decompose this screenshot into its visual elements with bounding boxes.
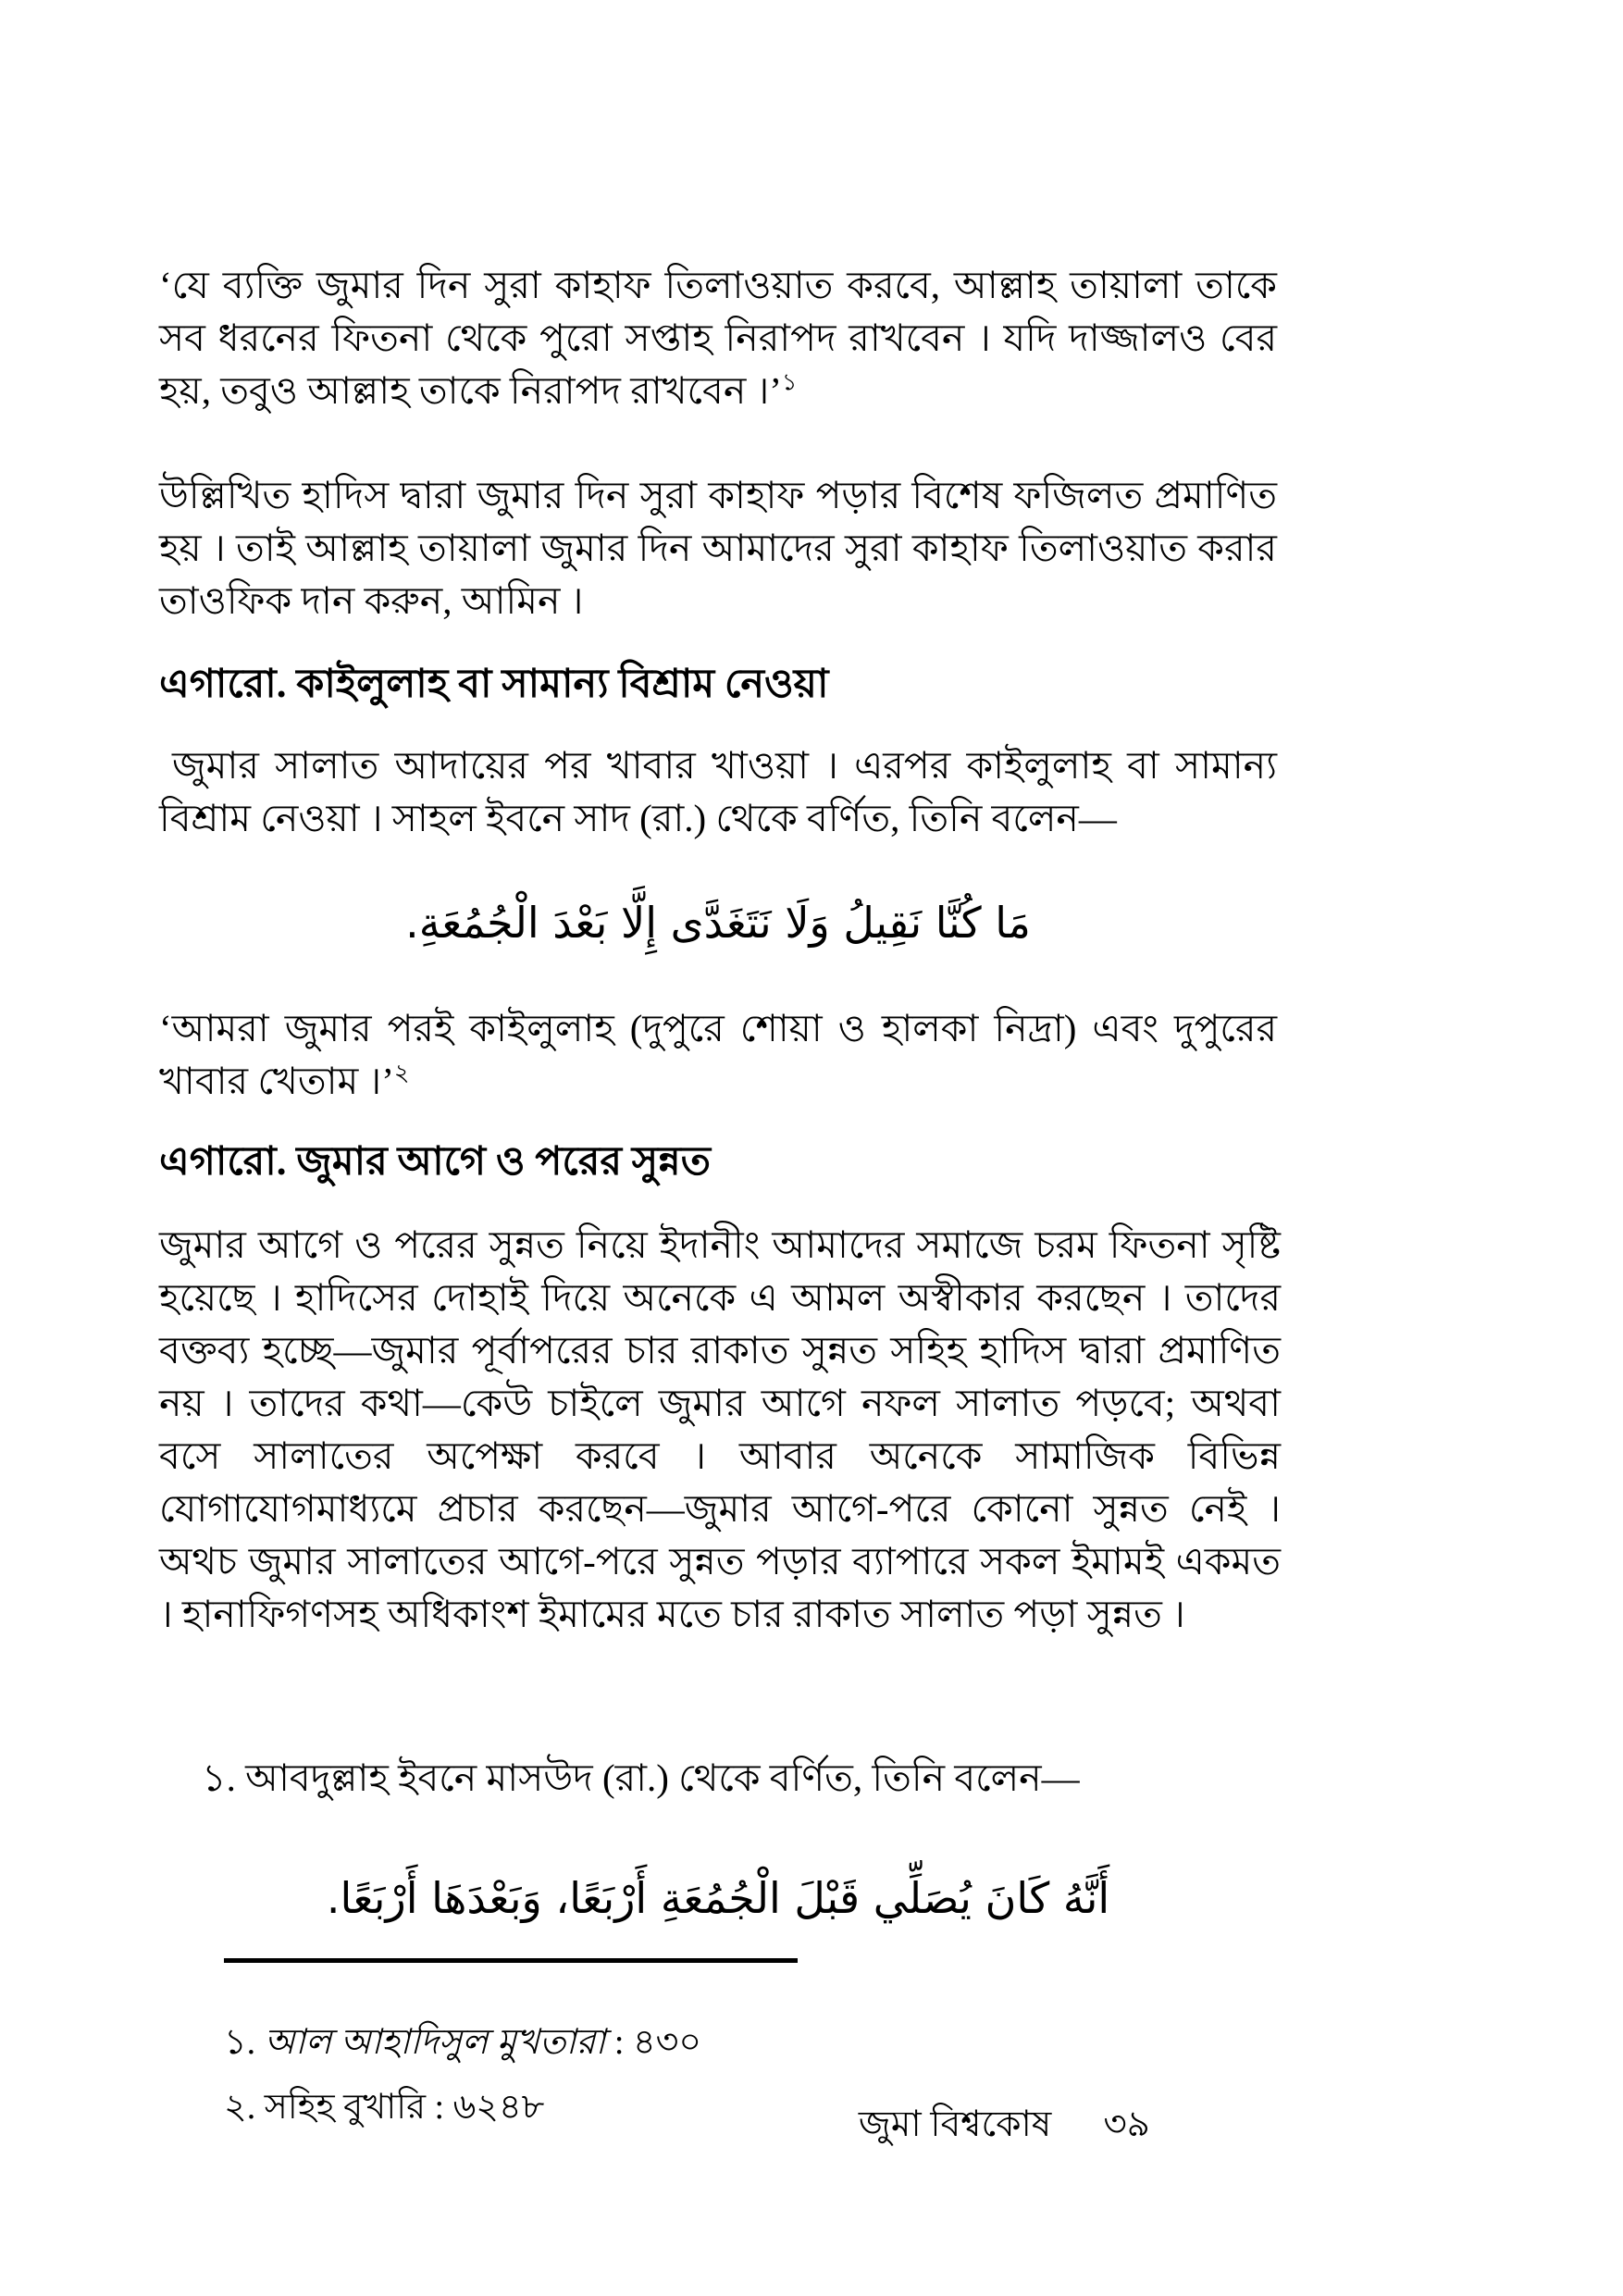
sunnah-discussion-paragraph: জুমার আগে ও পরের সুন্নত নিয়ে ইদানীং আমাদের সমাজে চরম ফিতনা সৃষ্টি হয়েছে । হাদিসের দোহাই দিয়ে অনেকে এ আমল অস্বীকার করছেন । তাদের বক্তব্য হচ্ছে—জুমার পূর্বাপরের চার রাকাত সুন্নত সহিহ হাদিস দ্বারা প্রমাণিত নয় । তাদের কথা—কেউ চাইলে জুমার আগে নফল সালাত পড়বে; অথবা বসে সালাতের অপেক্ষা করবে । আবার অনেকে সামাজিক বিভিন্ন যোগাযোগমাধ্যমে প্রচার করছেন—জুমার আগে-পরে কোনো সুন্নত নেই । অথচ জুমার সালাতের আগে-পরে সুন্নত পড়ার ব্যাপারে সকল ইমামই একমত । হানাফিগণসহ অধিকাংশ ইমামের মতে চার রাকাত সালাত পড়া সুন্নত ।	[159, 1223, 1281, 1635]
footnote-ref-1: ১	[781, 369, 798, 396]
footnote-2-reference: : ৬২৪৮	[426, 2088, 545, 2127]
section-heading-qailulah: এগারো. কাইলুলাহ বা সামান্য বিশ্রাম নেওয়া	[159, 662, 829, 706]
footnote-item-1	[224, 2021, 1103, 2064]
footnote-1-reference: : ৪৩০	[605, 2023, 702, 2062]
footnote-2-source-title: সহিহ বুখারি	[264, 2088, 427, 2127]
qailulah-translation-text: ‘আমরা জুমার পরই কাইলুলাহ (দুপুরে শোয়া ও হালকা নিদ্রা) এবং দুপুরের খাবার খেতাম ।’	[159, 1007, 1277, 1102]
footnote-ref-2: ২	[393, 1060, 410, 1086]
kahf-comment-paragraph: উল্লিখিত হাদিস দ্বারা জুমার দিন সুরা কাহাফ পড়ার বিশেষ ফজিলত প্রমাণিত হয় । তাই আল্লাহ তায়ালা জুমার দিন আমাদের সুরা কাহাফ তিলাওয়াত করার তাওফিক দান করুন, আমিন ।	[159, 474, 1277, 622]
qailulah-intro-paragraph: জুমার সালাত আদায়ের পর খাবার খাওয়া । এরপর কাইলুলাহ বা সামান্য বিশ্রাম নেওয়া । সাহল ইবনে সাদ (রা.) থেকে বর্ণিত, তিনি বলেন—	[159, 744, 1277, 839]
footnote-divider-rule	[224, 1958, 798, 1963]
footnote-1-marker: ১.	[224, 2023, 256, 2062]
page-footer	[159, 2103, 1150, 2147]
narration-1-intro-paragraph: ১. আবদুল্লাহ ইবনে মাসউদ (রা.) থেকে বর্ণিত, তিনি বলেন—	[202, 1756, 1080, 1799]
footnote-1-source-title: আল আহাদিসুল মুখতারা	[264, 2023, 606, 2062]
footer-page-number: ৩৯	[1103, 2104, 1150, 2144]
kahf-hadith-translation-paragraph	[159, 259, 1277, 417]
qailulah-translation-paragraph	[159, 1002, 1277, 1108]
footer-book-title: জুমা বিশ্বকোষ	[858, 2104, 1052, 2144]
section-heading-sunnah: এগারো. জুমার আগে ও পরের সুন্নত	[159, 1139, 711, 1184]
arabic-hadith-qailulah: مَا كُنَّا نَقِيلُ وَلَا نَتَغَدَّى إِلَّا بَعْدَ الْجُمُعَةِ.	[405, 898, 1031, 948]
kahf-hadith-translation-text: ‘যে ব্যক্তি জুমার দিন সুরা কাহাফ তিলাওয়াত করবে, আল্লাহ তায়ালা তাকে সব ধরনের ফিতনা থেকে পুরো সপ্তাহ নিরাপদ রাখবেন । যদি দাজ্জালও বের হয়, তবুও আল্লাহ তাকে নিরাপদ রাখবেন ।’	[159, 264, 1277, 412]
footnote-2-marker: ২.	[224, 2088, 256, 2127]
arabic-hadith-ibn-masud: أَنَّهُ كَانَ يُصَلِّي قَبْلَ الْجُمُعَةِ أَرْبَعًا، وَبَعْدَهَا أَرْبَعًا.	[326, 1873, 1110, 1923]
